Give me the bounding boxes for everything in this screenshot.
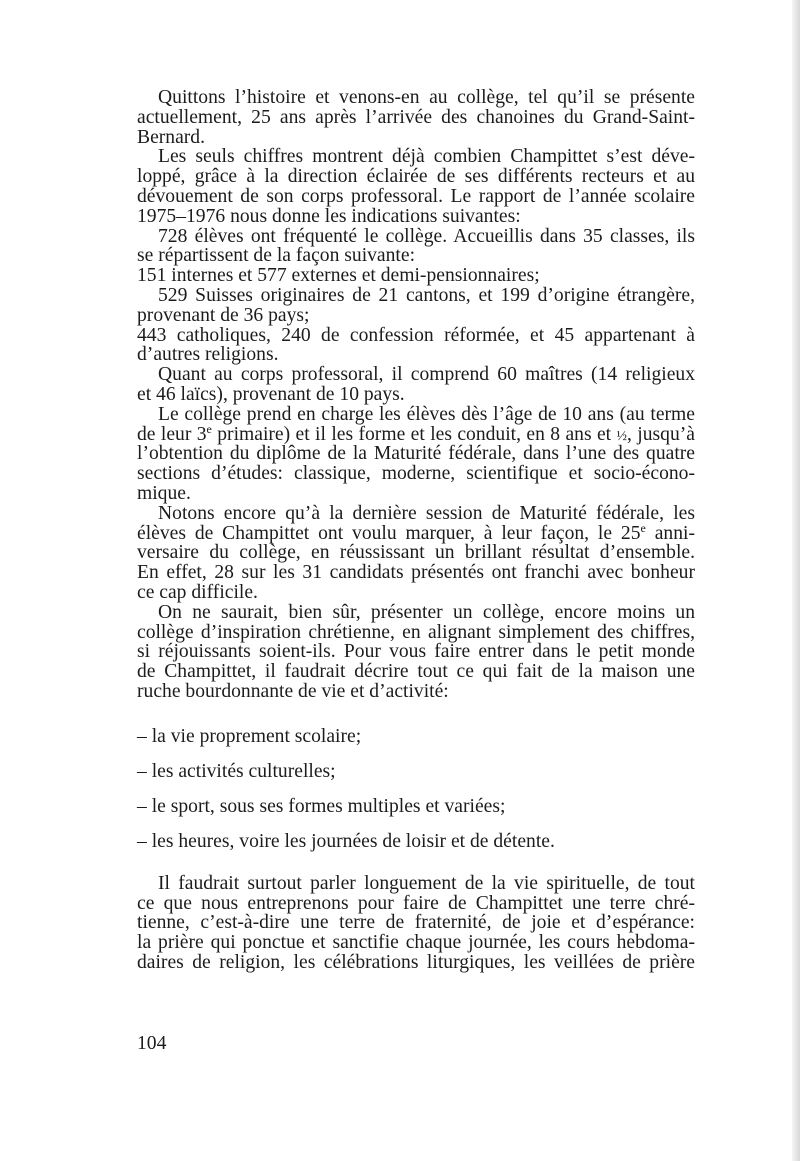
list-item: – les heures, voire les journées de loisir et de détente. [137, 830, 555, 852]
text-fragment: anni- [645, 522, 695, 544]
text-line: se répartissent de la façon suivante: [137, 245, 416, 267]
text-line: la prière qui ponctue et sanctifie chaque journée, les cours hebdoma- [137, 932, 695, 954]
text-fragment: de leur 3 [137, 423, 207, 445]
text-line: actuellement, 25 ans après l’arrivée des chanoines du Grand-Saint- [137, 106, 695, 128]
list-item: – le sport, sous ses formes multiples et variées; [137, 795, 506, 817]
text-line: Notons encore qu’à la dernière session de Maturité fédérale, les [158, 502, 695, 524]
paragraph-4 [137, 266, 695, 286]
paragraph-7 [137, 365, 695, 405]
list-item: – les activités culturelles; [137, 760, 336, 782]
activity-list [137, 725, 695, 854]
text-line: Les seuls chiffres montrent déjà combien Champittet s’est déve- [158, 146, 695, 168]
list-item: – la vie proprement scolaire; [137, 725, 362, 747]
paragraph-5 [137, 286, 695, 326]
text-line: Il faudrait surtout parler longuement de la vie spirituelle, de tout [158, 872, 695, 894]
paragraph-8 [137, 405, 695, 504]
text-line: collège d’inspiration chrétienne, en alignant simplement des chiffres, [137, 621, 695, 643]
text-line: 728 élèves ont fréquenté le collège. Accueillis dans 35 classes, ils [158, 225, 695, 247]
text-line: mique. [137, 482, 191, 504]
ordinal-superscript: e [640, 520, 646, 535]
paragraph-9 [137, 504, 695, 603]
paragraph-6 [137, 326, 695, 366]
text-line: dévouement de son corps professoral. Le rapport de l’année scolaire [137, 185, 695, 207]
paragraph-10 [137, 603, 695, 702]
text-fragment: élèves de Champittet ont voulu marquer, à leur façon, le 25 [137, 522, 641, 544]
text-line: 151 internes et 577 externes et demi-pensionnaires; [137, 265, 540, 287]
text-line: En effet, 28 sur les 31 candidats présentés ont franchi avec bonheur [137, 562, 695, 584]
text-line: ruche bourdonnante de vie et d’activité: [137, 680, 449, 702]
paragraph-3 [137, 227, 695, 267]
text-line: loppé, grâce à la direction éclairée de ses différents recteurs et au [137, 166, 695, 188]
fraction-half: ½ [616, 428, 628, 444]
text-line: Quant au corps professoral, il comprend 60 maîtres (14 religieux [158, 364, 695, 386]
text-line: et 46 laïcs), provenant de 10 pays. [137, 383, 405, 405]
paragraph-1 [137, 88, 695, 147]
text-line: sections d’études: classique, moderne, scientifique et socio-écono- [137, 463, 695, 485]
text-line: Quittons l’histoire et venons-en au collège, tel qu’il se présente [158, 87, 695, 108]
text-line: si réjouissants soient-ils. Pour vous faire entrer dans le petit monde [137, 641, 695, 663]
paragraph-2 [137, 147, 695, 226]
text-line: ce cap difficile. [137, 581, 258, 603]
text-line: 1975–1976 nous donne les indications suivantes: [137, 205, 521, 227]
text-line-with-superscript [137, 421, 695, 445]
text-line: ce que nous entreprenons pour faire de Champittet une terre chré- [137, 892, 695, 914]
text-fragment: primaire) et il les forme et les conduit, en 8 ans et [211, 423, 617, 445]
text-line-with-superscript [137, 520, 695, 544]
text-fragment: , jusqu’à [627, 423, 695, 445]
text-line: provenant de 36 pays; [137, 304, 310, 326]
text-line: versaire du collège, en réussissant un brillant résultat d’ensemble. [137, 542, 695, 564]
text-line: Le collège prend en charge les élèves dès l’âge de 10 ans (au terme [158, 403, 695, 425]
paragraph-final [137, 874, 695, 973]
page-number: 104 [137, 1033, 167, 1054]
text-line: tienne, c’est-à-dire une terre de fraternité, de joie et d’espérance: [137, 912, 695, 934]
text-line: Bernard. [137, 126, 206, 148]
text-line: On ne saurait, bien sûr, présenter un collège, encore moins un [158, 601, 695, 623]
scan-edge-shadow [792, 0, 800, 1161]
text-line: daires de religion, les célébrations liturgiques, les veillées de prière [137, 951, 695, 973]
text-line: de Champittet, il faudrait décrire tout ce qui fait de la maison une [137, 661, 695, 683]
text-line: 529 Suisses originaires de 21 cantons, et 199 d’origine étrangère, [158, 284, 695, 306]
text-line: l’obtention du diplôme de la Maturité fédérale, dans l’une des quatre [137, 443, 695, 465]
text-line: 443 catholiques, 240 de confession réformée, et 45 appartenant à [137, 324, 695, 346]
page-text-block [137, 88, 695, 973]
ordinal-superscript: e [206, 421, 212, 436]
text-line: d’autres religions. [137, 344, 279, 366]
